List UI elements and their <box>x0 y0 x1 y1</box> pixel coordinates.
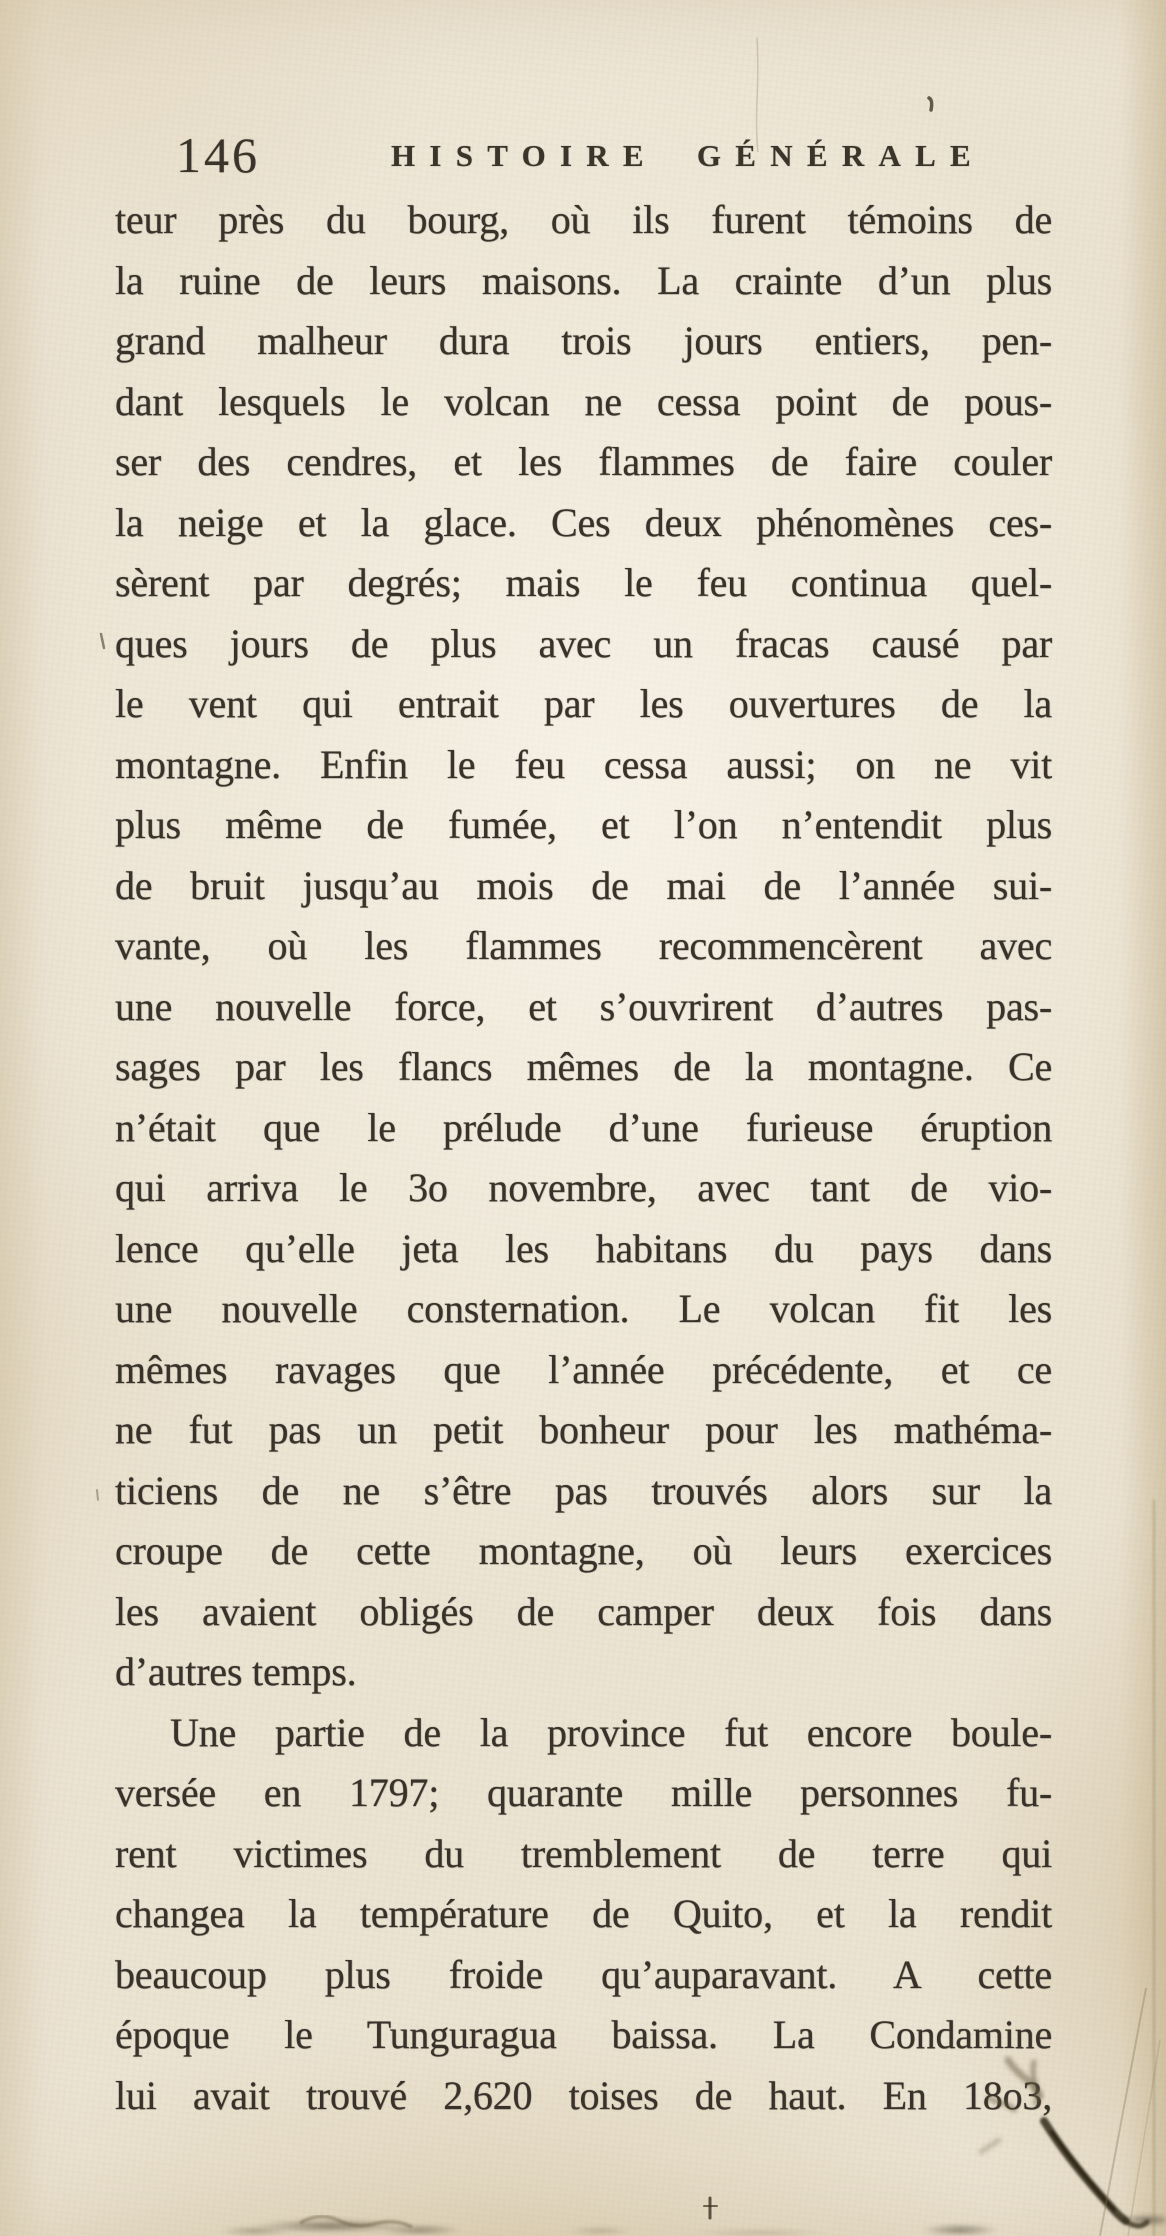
text-line: ques jours de plus avec un fracas causé par <box>115 620 1052 666</box>
text-line: sages par les flancs mêmes de la montagne. Ce <box>115 1044 1052 1089</box>
text-line: n’était que le prélude d’une furieuse éruption <box>115 1104 1052 1150</box>
page-edge-crease <box>1153 1500 1155 2236</box>
text-line: teur près du bourg, où ils furent témoins de <box>115 197 1052 242</box>
text-line: dant lesquels le volcan ne cessa point de pous- <box>115 378 1052 424</box>
text-line: la neige et la glace. Ces deux phénomènes ces- <box>115 499 1052 545</box>
text-line: mêmes ravages que l’année précédente, et ce <box>115 1346 1052 1392</box>
text-line: de bruit jusqu’au mois de mai de l’année sui- <box>115 862 1052 908</box>
running-header: HISTOIRE GÉNÉRALE <box>391 138 985 173</box>
paragraph <box>115 190 1052 1703</box>
text-line: grand malheur dura trois jours entiers, pen- <box>115 318 1052 363</box>
text-line: montagne. Enfin le feu cessa aussi; on ne vit <box>115 741 1052 787</box>
text-block <box>115 190 1052 2126</box>
text-line: vante, où les flammes recommencèrent avec <box>115 923 1052 968</box>
text-line: d’autres temps. <box>115 1649 357 1694</box>
text-line: les avaient obligés de camper deux fois dans <box>115 1588 1052 1634</box>
text-line: plus même de fumée, et l’on n’entendit plus <box>115 802 1052 847</box>
text-line: croupe de cette montagne, où leurs exercices <box>115 1528 1052 1573</box>
text-line: la ruine de leurs maisons. La crainte d’un plus <box>115 257 1052 303</box>
text-line: lence qu’elle jeta les habitans du pays dans <box>115 1225 1052 1271</box>
text-line: beaucoup plus froide qu’auparavant. A cette <box>115 1951 1052 1997</box>
text-line: une nouvelle consternation. Le volcan fit les <box>115 1286 1052 1331</box>
text-line: une nouvelle force, et s’ouvrirent d’autres pas- <box>115 983 1052 1029</box>
text-line: ticiens de ne s’être pas trouvés alors sur la <box>115 1467 1052 1513</box>
text-line: ser des cendres, et les flammes de faire couler <box>115 439 1052 484</box>
text-line: rent victimes du tremblement de terre qui <box>115 1830 1052 1876</box>
text-line: changea la température de Quito, et la rendit <box>115 1891 1052 1936</box>
text-line: lui avait trouvé 2,620 toises de haut. En 18o3, <box>115 2072 1052 2118</box>
bottom-ink-smudge <box>0 2202 1166 2236</box>
text-line: époque le Tunguragua baissa. La Condamine <box>115 2012 1052 2057</box>
text-line: qui arriva le 3o novembre, avec tant de vio- <box>115 1165 1052 1210</box>
text-line: versée en 1797; quarante mille personnes fu- <box>115 1770 1052 1815</box>
page-number: 146 <box>176 127 260 183</box>
text-line: le vent qui entrait par les ouvertures de la <box>115 681 1052 726</box>
paragraph <box>115 1703 1052 2127</box>
text-line: Une partie de la province fut encore boule- <box>170 1709 1052 1755</box>
text-line: sèrent par degrés; mais le feu continua quel- <box>115 560 1052 605</box>
text-line: ne fut pas un petit bonheur pour les mathéma- <box>115 1407 1052 1452</box>
